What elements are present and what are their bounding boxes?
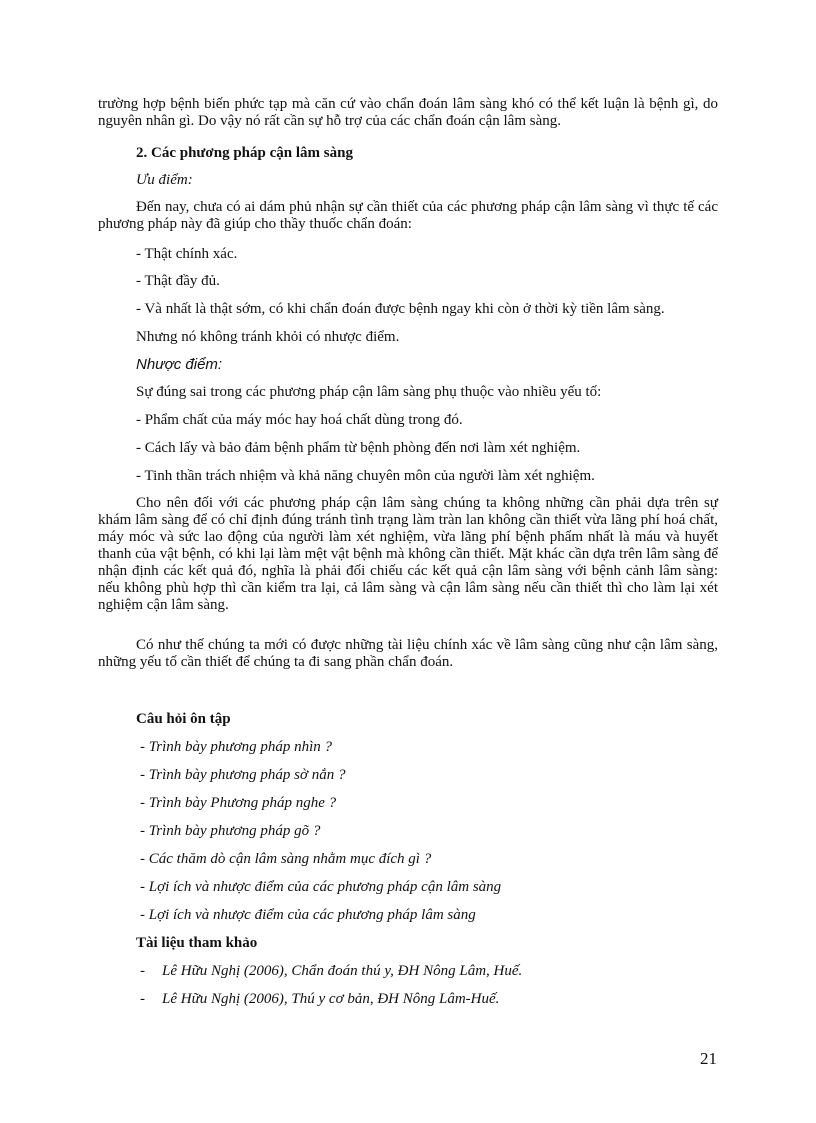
- disadvantages-item: - Phẩm chất của máy móc hay hoá chất dùng trong đó.: [136, 412, 463, 428]
- review-question: - Trình bày phương pháp sờ nắn ?: [140, 767, 346, 783]
- review-question: - Lợi ích và nhược điểm của các phương pháp lâm sàng: [140, 907, 476, 923]
- advantages-closing: Nhưng nó không tránh khỏi có nhược điểm.: [136, 329, 400, 345]
- reference-text: Lê Hữu Nghị (2006), Chẩn đoán thú y, ĐH Nông Lâm, Huế.: [162, 963, 523, 979]
- disadvantages-item: - Cách lấy và bảo đảm bệnh phẩm từ bệnh phòng đến nơi làm xét nghiệm.: [136, 440, 581, 456]
- intro-paragraph: trường hợp bệnh biến phức tạp mà căn cứ vào chẩn đoán lâm sàng khó có thể kết luận là bệnh gì, do nguyên nhân gì. Do vậy nó rất cần sự hỗ trợ của các chẩn đoán cận lâm sàng.: [98, 96, 718, 129]
- references-heading: Tài liệu tham khảo: [136, 935, 258, 951]
- advantages-heading: Ưu điểm:: [136, 172, 193, 188]
- reference-text: Lê Hữu Nghị (2006), Thú y cơ bản, ĐH Nông Lâm-Huế.: [162, 991, 500, 1007]
- reference-item: [140, 991, 700, 1008]
- advantages-item: - Thật đầy đủ.: [136, 273, 220, 289]
- conclusion-paragraph: Cho nên đối với các phương pháp cận lâm sàng chúng ta không những cần phải dựa trên sự khám lâm sàng để có chỉ định đúng tránh tình trạng làm tràn lan không cần thiết vừa lãng phí hoá chất, máy móc và sức lao động của người làm xét nghiệm, vừa lãng phí bệnh phẩm nhất là máu và huyết thanh của vật bệnh, có khi lại làm mệt vật bệnh mà không cần thiết. Mặt khác cần dựa trên lâm sàng để nhận định các kết quả đó, nghĩa là phải đối chiếu các kết quả cận lâm sàng với bệnh cảnh lâm sàng: nếu không phù hợp thì cần kiểm tra lại, cả lâm sàng và cận lâm sàng nếu cần thiết thì cho làm lại xét nghiệm cận lâm sàng.: [98, 495, 718, 613]
- review-question: - Trình bày phương pháp gõ ?: [140, 823, 321, 839]
- advantages-item: - Thật chính xác.: [136, 246, 238, 262]
- disadvantages-lead: Sự đúng sai trong các phương pháp cận lâm sàng phụ thuộc vào nhiều yếu tố:: [136, 384, 602, 400]
- advantages-paragraph: Đến nay, chưa có ai dám phủ nhận sự cần thiết của các phương pháp cận lâm sàng vì thực tế các phương pháp này đã giúp cho thầy thuốc chẩn đoán:: [98, 199, 718, 232]
- section-heading: 2. Các phương pháp cận lâm sàng: [136, 145, 353, 161]
- reference-bullet: -: [140, 963, 145, 979]
- review-question: - Trình bày Phương pháp nghe ?: [140, 795, 337, 811]
- advantages-item: - Và nhất là thật sớm, có khi chẩn đoán được bệnh ngay khi còn ở thời kỳ tiền lâm sàng.: [136, 301, 665, 317]
- disadvantages-item: - Tinh thần trách nhiệm và khả năng chuyên môn của người làm xét nghiệm.: [136, 468, 595, 484]
- final-paragraph: Có như thế chúng ta mới có được những tài liệu chính xác về lâm sàng cũng như cận lâm sàng, những yếu tố cần thiết để chúng ta đi sang phần chẩn đoán.: [98, 637, 718, 670]
- disadvantages-heading: Nhược điểm:: [136, 356, 223, 373]
- reference-bullet: -: [140, 991, 145, 1007]
- review-heading: Câu hỏi ôn tập: [136, 711, 231, 727]
- review-question: - Các thăm dò cận lâm sàng nhằm mục đích gì ?: [140, 851, 432, 867]
- review-question: - Trình bày phương pháp nhìn ?: [140, 739, 333, 755]
- review-question: - Lợi ích và nhược điểm của các phương pháp cận lâm sàng: [140, 879, 502, 895]
- page-number: 21: [700, 1049, 717, 1068]
- reference-item: [140, 963, 700, 980]
